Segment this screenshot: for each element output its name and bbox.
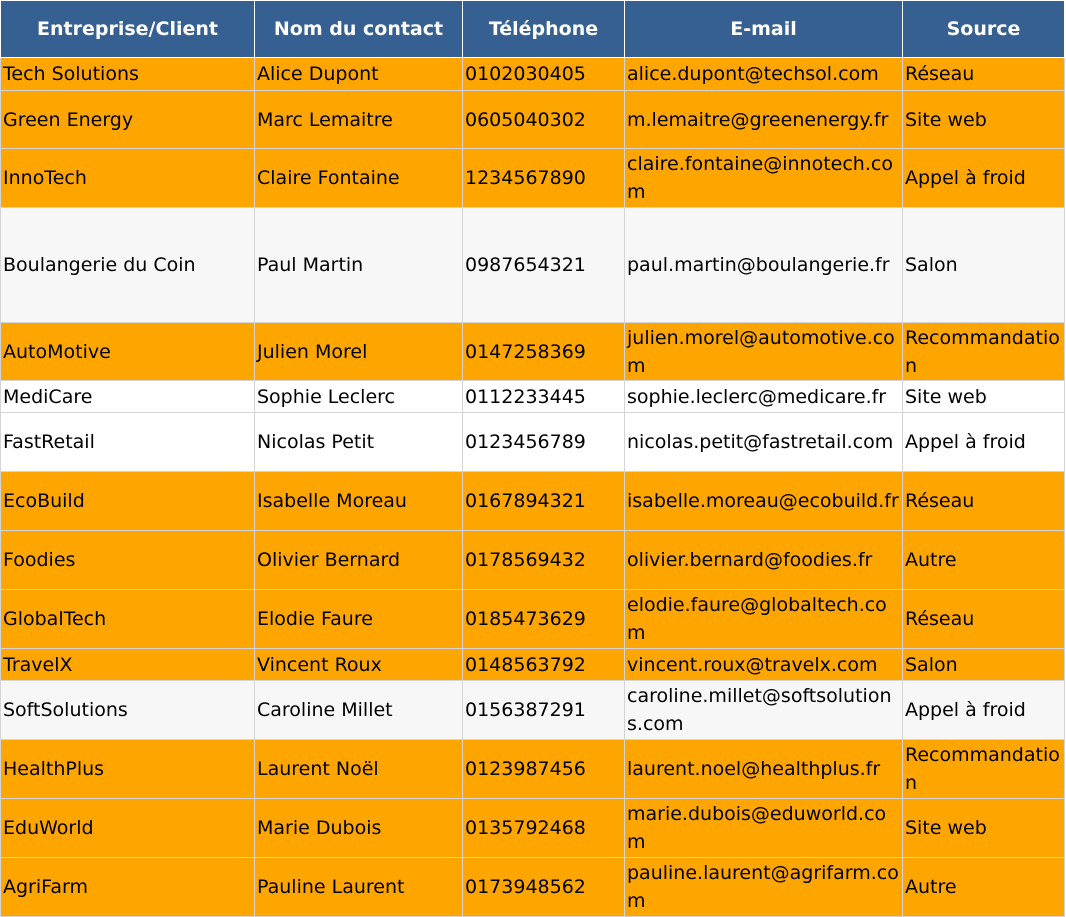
- table-row: [1, 58, 1065, 91]
- cell-contact[interactable]: Marc Lemaitre: [255, 91, 463, 149]
- cell-source[interactable]: Autre: [903, 858, 1065, 917]
- cell-entreprise[interactable]: HealthPlus: [1, 740, 255, 799]
- cell-telephone[interactable]: 0185473629: [463, 590, 625, 649]
- cell-contact[interactable]: Olivier Bernard: [255, 531, 463, 590]
- cell-contact[interactable]: Paul Martin: [255, 208, 463, 323]
- cell-entreprise[interactable]: AgriFarm: [1, 858, 255, 917]
- cell-contact[interactable]: Julien Morel: [255, 323, 463, 381]
- header-row: [1, 1, 1065, 58]
- table-row: [1, 208, 1065, 323]
- cell-entreprise[interactable]: FastRetail: [1, 413, 255, 472]
- cell-source[interactable]: Site web: [903, 381, 1065, 413]
- cell-source[interactable]: Salon: [903, 208, 1065, 323]
- cell-source[interactable]: Réseau: [903, 472, 1065, 531]
- cell-entreprise[interactable]: MediCare: [1, 381, 255, 413]
- cell-contact[interactable]: Elodie Faure: [255, 590, 463, 649]
- cell-email[interactable]: claire.fontaine@innotech.com: [625, 149, 903, 208]
- cell-contact[interactable]: Nicolas Petit: [255, 413, 463, 472]
- cell-entreprise[interactable]: Boulangerie du Coin: [1, 208, 255, 323]
- cell-telephone[interactable]: 1234567890: [463, 149, 625, 208]
- header-telephone[interactable]: Téléphone: [463, 1, 625, 58]
- table-row: [1, 413, 1065, 472]
- header-contact[interactable]: Nom du contact: [255, 1, 463, 58]
- cell-source[interactable]: Site web: [903, 799, 1065, 858]
- cell-email[interactable]: pauline.laurent@agrifarm.com: [625, 858, 903, 917]
- cell-telephone[interactable]: 0135792468: [463, 799, 625, 858]
- cell-telephone[interactable]: 0156387291: [463, 681, 625, 740]
- table-row: [1, 149, 1065, 208]
- cell-email[interactable]: sophie.leclerc@medicare.fr: [625, 381, 903, 413]
- header-email[interactable]: E-mail: [625, 1, 903, 58]
- cell-telephone[interactable]: 0167894321: [463, 472, 625, 531]
- header-entreprise[interactable]: Entreprise/Client: [1, 1, 255, 58]
- cell-source[interactable]: Appel à froid: [903, 149, 1065, 208]
- cell-contact[interactable]: Sophie Leclerc: [255, 381, 463, 413]
- cell-source[interactable]: Recommandation: [903, 740, 1065, 799]
- cell-telephone[interactable]: 0123456789: [463, 413, 625, 472]
- table-row: [1, 590, 1065, 649]
- cell-telephone[interactable]: 0178569432: [463, 531, 625, 590]
- cell-entreprise[interactable]: Green Energy: [1, 91, 255, 149]
- cell-source[interactable]: Appel à froid: [903, 681, 1065, 740]
- table-row: [1, 681, 1065, 740]
- table-row: [1, 472, 1065, 531]
- cell-telephone[interactable]: 0102030405: [463, 58, 625, 91]
- cell-email[interactable]: olivier.bernard@foodies.fr: [625, 531, 903, 590]
- cell-email[interactable]: vincent.roux@travelx.com: [625, 649, 903, 681]
- cell-email[interactable]: caroline.millet@softsolutions.com: [625, 681, 903, 740]
- cell-contact[interactable]: Pauline Laurent: [255, 858, 463, 917]
- cell-telephone[interactable]: 0148563792: [463, 649, 625, 681]
- table-row: [1, 531, 1065, 590]
- cell-contact[interactable]: Caroline Millet: [255, 681, 463, 740]
- cell-entreprise[interactable]: SoftSolutions: [1, 681, 255, 740]
- cell-entreprise[interactable]: InnoTech: [1, 149, 255, 208]
- cell-entreprise[interactable]: GlobalTech: [1, 590, 255, 649]
- cell-entreprise[interactable]: EduWorld: [1, 799, 255, 858]
- cell-telephone[interactable]: 0605040302: [463, 91, 625, 149]
- cell-email[interactable]: julien.morel@automotive.com: [625, 323, 903, 381]
- cell-source[interactable]: Salon: [903, 649, 1065, 681]
- cell-source[interactable]: Autre: [903, 531, 1065, 590]
- cell-entreprise[interactable]: Foodies: [1, 531, 255, 590]
- cell-contact[interactable]: Claire Fontaine: [255, 149, 463, 208]
- cell-email[interactable]: alice.dupont@techsol.com: [625, 58, 903, 91]
- cell-source[interactable]: Site web: [903, 91, 1065, 149]
- cell-email[interactable]: marie.dubois@eduworld.com: [625, 799, 903, 858]
- table-row: [1, 858, 1065, 917]
- cell-email[interactable]: paul.martin@boulangerie.fr: [625, 208, 903, 323]
- cell-contact[interactable]: Isabelle Moreau: [255, 472, 463, 531]
- table-row: [1, 323, 1065, 381]
- cell-telephone[interactable]: 0173948562: [463, 858, 625, 917]
- table-row: [1, 740, 1065, 799]
- table-row: [1, 799, 1065, 858]
- cell-entreprise[interactable]: Tech Solutions: [1, 58, 255, 91]
- cell-contact[interactable]: Laurent Noël: [255, 740, 463, 799]
- cell-email[interactable]: isabelle.moreau@ecobuild.fr: [625, 472, 903, 531]
- cell-entreprise[interactable]: TravelX: [1, 649, 255, 681]
- cell-email[interactable]: elodie.faure@globaltech.com: [625, 590, 903, 649]
- cell-telephone[interactable]: 0112233445: [463, 381, 625, 413]
- cell-source[interactable]: Réseau: [903, 590, 1065, 649]
- cell-email[interactable]: laurent.noel@healthplus.fr: [625, 740, 903, 799]
- cell-email[interactable]: nicolas.petit@fastretail.com: [625, 413, 903, 472]
- cell-source[interactable]: Réseau: [903, 58, 1065, 91]
- cell-telephone[interactable]: 0147258369: [463, 323, 625, 381]
- cell-telephone[interactable]: 0987654321: [463, 208, 625, 323]
- cell-source[interactable]: Appel à froid: [903, 413, 1065, 472]
- cell-contact[interactable]: Alice Dupont: [255, 58, 463, 91]
- cell-telephone[interactable]: 0123987456: [463, 740, 625, 799]
- cell-entreprise[interactable]: AutoMotive: [1, 323, 255, 381]
- table-body: [1, 58, 1065, 917]
- header-source[interactable]: Source: [903, 1, 1065, 58]
- table-row: [1, 649, 1065, 681]
- table-row: [1, 91, 1065, 149]
- cell-email[interactable]: m.lemaitre@greenenergy.fr: [625, 91, 903, 149]
- cell-entreprise[interactable]: EcoBuild: [1, 472, 255, 531]
- table-row: [1, 381, 1065, 413]
- cell-contact[interactable]: Marie Dubois: [255, 799, 463, 858]
- cell-source[interactable]: Recommandation: [903, 323, 1065, 381]
- cell-contact[interactable]: Vincent Roux: [255, 649, 463, 681]
